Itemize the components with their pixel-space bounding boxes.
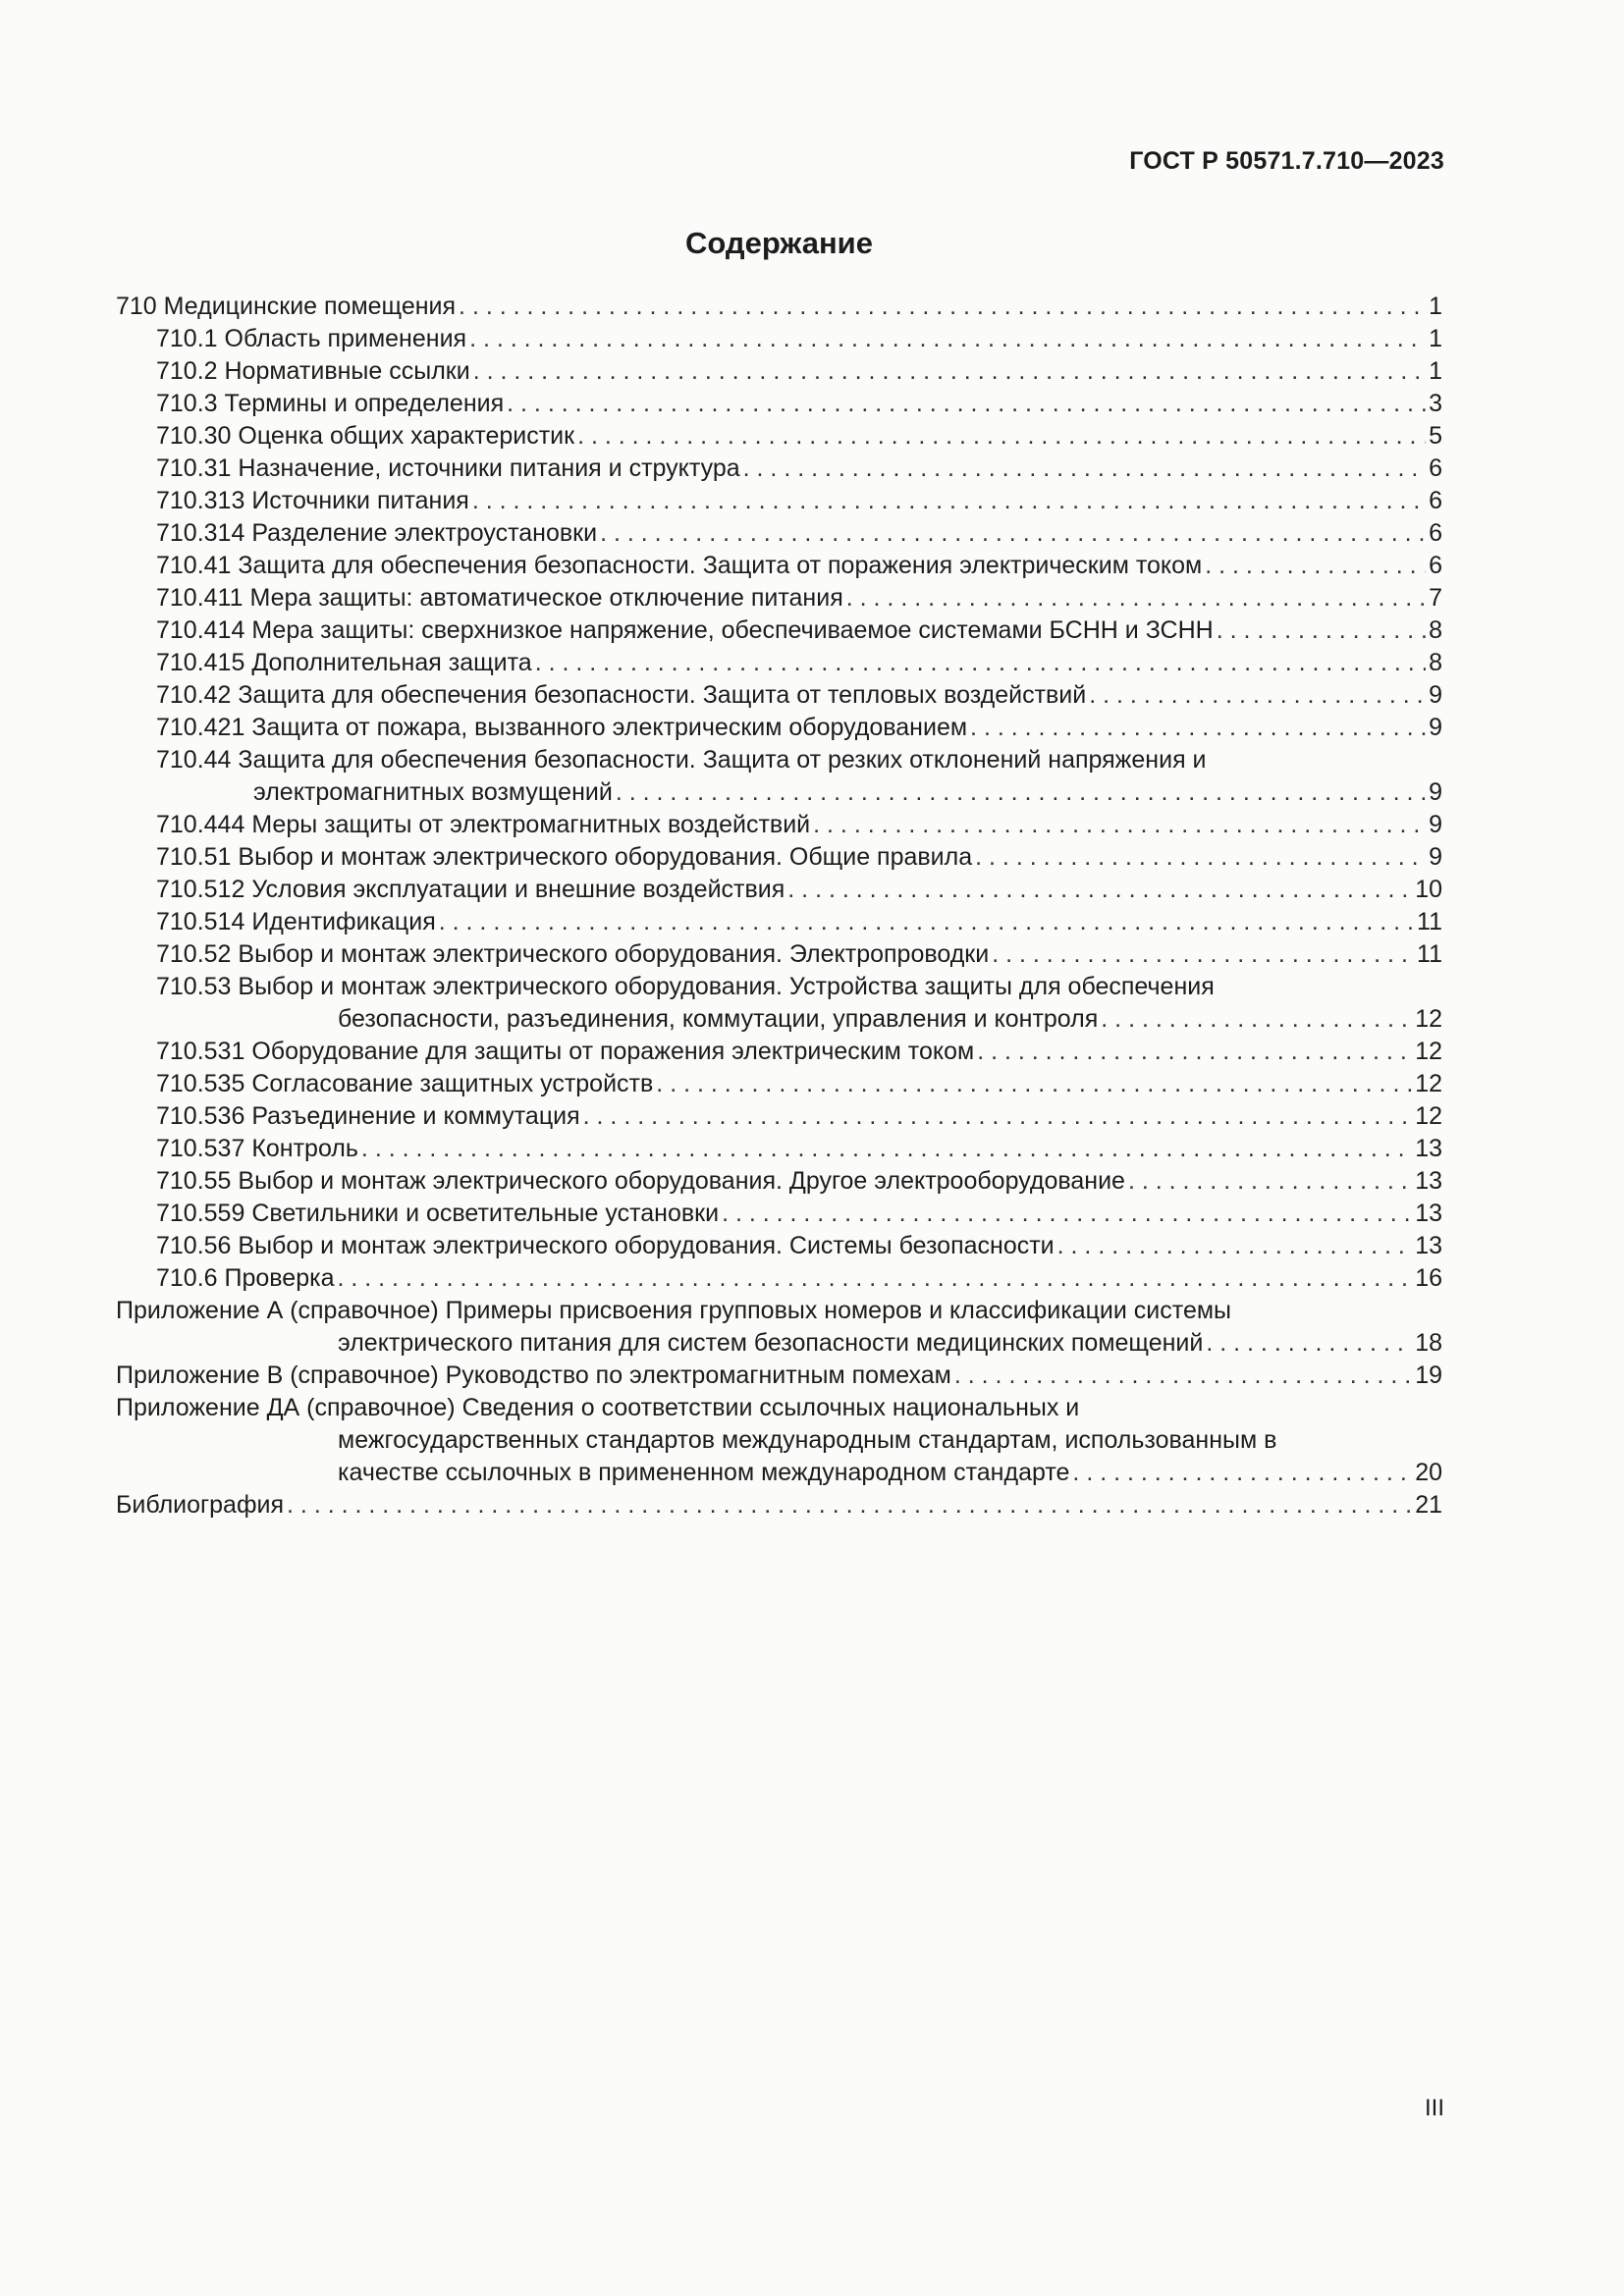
toc-entry[interactable] [116,1036,1442,1068]
toc-entry[interactable] [116,1230,1442,1262]
toc-entry[interactable] [116,679,1442,712]
toc-page-number: 7 [1429,584,1442,612]
toc-entry-title: электромагнитных возмущений [253,778,613,806]
dot-leader [1205,550,1426,582]
toc-entry-title: 710.41 Защита для обеспечения безопасности. Защита от поражения электрическим током [156,552,1203,579]
toc-entry[interactable] [116,1262,1442,1295]
dot-leader [722,1198,1412,1230]
toc-entry-title: 710.44 Защита для обеспечения безопасности. Защита от резких отклонений напряжения и [156,746,1207,774]
toc-entry-title: 710.1 Область применения [156,325,467,352]
toc-page-number: 12 [1415,1102,1442,1130]
toc-entry[interactable] [116,453,1442,485]
dot-leader [287,1489,1412,1522]
toc-page-number: 20 [1415,1459,1442,1486]
toc-page-number: 1 [1429,357,1442,385]
toc-entry-title: 710.411 Мера защиты: автоматическое отключение питания [156,584,843,612]
toc-page-number: 13 [1415,1232,1442,1259]
dot-leader [507,388,1426,420]
toc-page-number: 11 [1417,908,1442,935]
toc-entry[interactable] [116,776,1442,809]
toc-entry[interactable] [116,582,1442,614]
toc-page-number: 9 [1429,681,1442,709]
toc-entry-title: 710.535 Согласование защитных устройств [156,1070,654,1097]
toc-entry-title: 710.3 Термины и определения [156,390,505,417]
page-number: III [1424,2095,1444,2121]
toc-entry-title: 710.421 Защита от пожара, вызванного электрическим оборудованием [156,714,968,741]
toc-page-number: 5 [1429,422,1442,450]
toc-entry-title: межгосударственных стандартов международным стандартам, использованным в [338,1426,1277,1454]
toc-entry-title: 710.2 Нормативные ссылки [156,357,470,385]
toc-entry[interactable] [116,809,1442,841]
toc-page-number: 16 [1415,1264,1442,1292]
toc-page-number: 3 [1429,390,1442,417]
toc-entry[interactable] [116,1003,1442,1036]
dot-leader [743,453,1426,485]
toc-entry-title: электрического питания для систем безопасности медицинских помещений [338,1329,1204,1357]
toc-entry-title: 710.6 Проверка [156,1264,335,1292]
toc-entry-title: 710.313 Источники питания [156,487,469,514]
dot-leader [1101,1003,1412,1036]
toc-entry [116,744,1442,776]
toc-entry[interactable] [116,517,1442,550]
dot-leader [954,1360,1412,1392]
dot-leader [583,1100,1413,1133]
toc-entry-title: 710.52 Выбор и монтаж электрического оборудования. Электропроводки [156,940,990,968]
toc-page-number: 13 [1415,1200,1442,1227]
toc-entry[interactable] [116,712,1442,744]
toc-entry[interactable] [116,485,1442,517]
dot-leader [970,712,1426,744]
toc-page-number: 18 [1415,1329,1442,1357]
toc-entry-title: 710.55 Выбор и монтаж электрического оборудования. Другое электрооборудование [156,1167,1125,1195]
toc-entry-title: 710.537 Контроль [156,1135,358,1162]
toc-entry-title: 710.42 Защита для обеспечения безопасности. Защита от тепловых воздействий [156,681,1087,709]
toc-page-number: 9 [1429,714,1442,741]
toc-page-number: 6 [1429,487,1442,514]
toc-page-number: 10 [1415,876,1442,903]
table-of-contents [116,291,1442,1522]
dot-leader [1217,614,1426,647]
toc-page-number: 1 [1429,325,1442,352]
toc-entry-title: 710 Медицинские помещения [116,293,457,320]
dot-leader [600,517,1426,550]
toc-entry-title: 710.30 Оценка общих характеристик [156,422,575,450]
dot-leader [1072,1457,1412,1489]
toc-entry[interactable] [116,1198,1442,1230]
toc-page-number: 9 [1429,843,1442,871]
toc-entry-title: 710.415 Дополнительная защита [156,649,532,676]
dot-leader [656,1068,1412,1100]
toc-page-number: 8 [1429,649,1442,676]
dot-leader [787,874,1412,906]
toc-entry[interactable] [116,1360,1442,1392]
toc-entry [116,1392,1442,1424]
toc-entry-title: 710.56 Выбор и монтаж электрического оборудования. Системы безопасности [156,1232,1055,1259]
toc-entry[interactable] [116,355,1442,388]
toc-entry-title: 710.512 Условия эксплуатации и внешние воздействия [156,876,785,903]
toc-entry-title: 710.53 Выбор и монтаж электрического оборудования. Устройства защиты для обеспечения [156,973,1215,1000]
dot-leader [361,1133,1412,1165]
toc-entry[interactable] [116,323,1442,355]
toc-entry[interactable] [116,874,1442,906]
toc-entry[interactable] [116,1100,1442,1133]
dot-leader [577,420,1426,453]
toc-entry[interactable] [116,614,1442,647]
document-id: ГОСТ Р 50571.7.710—2023 [1129,147,1444,175]
toc-entry-title: 710.444 Меры защиты от электромагнитных воздействий [156,811,811,838]
dot-leader [1206,1327,1412,1360]
toc-entry-title: Библиография [116,1491,285,1519]
toc-page-number: 6 [1429,519,1442,547]
toc-entry-title: 710.31 Назначение, источники питания и структура [156,454,740,482]
toc-page-number: 13 [1415,1167,1442,1195]
toc-entry[interactable] [116,1133,1442,1165]
toc-entry-title: 710.314 Разделение электроустановки [156,519,598,547]
toc-page-number: 13 [1415,1135,1442,1162]
dot-leader [469,323,1426,355]
toc-entry [116,971,1442,1003]
toc-page-number: 12 [1415,1038,1442,1065]
dot-leader [1128,1165,1412,1198]
dot-leader [992,938,1414,971]
toc-entry[interactable] [116,388,1442,420]
toc-entry-title: 710.559 Светильники и осветительные установки [156,1200,720,1227]
toc-entry[interactable] [116,291,1442,323]
dot-leader [459,291,1426,323]
dot-leader [1089,679,1426,712]
toc-entry[interactable] [116,550,1442,582]
toc-entry-title: качестве ссылочных в примененном международном стандарте [338,1459,1070,1486]
toc-entry[interactable] [116,1489,1442,1522]
toc-entry[interactable] [116,420,1442,453]
toc-entry-title: Приложение В (справочное) Руководство по электромагнитным помехам [116,1362,951,1389]
toc-entry[interactable] [116,906,1442,938]
toc-entry[interactable] [116,938,1442,971]
dot-leader [846,582,1426,614]
toc-entry[interactable] [116,1165,1442,1198]
dot-leader [813,809,1426,841]
toc-entry-title: 710.531 Оборудование для защиты от поражения электрическим током [156,1038,975,1065]
dot-leader [616,776,1426,809]
toc-entry-title: Приложение А (справочное) Примеры присвоения групповых номеров и классификации системы [116,1297,1231,1324]
toc-entry-title: 710.414 Мера защиты: сверхнизкое напряжение, обеспечиваемое системами БСНН и ЗСНН [156,616,1214,644]
toc-entry[interactable] [116,1068,1442,1100]
toc-entry[interactable] [116,841,1442,874]
toc-page-number: 12 [1415,1005,1442,1033]
toc-entry-title: 710.514 Идентификация [156,908,436,935]
toc-page-number: 19 [1415,1362,1442,1389]
toc-page-number: 21 [1415,1491,1442,1519]
toc-entry-title: Приложение ДА (справочное) Сведения о соответствии ссылочных национальных и [116,1394,1080,1421]
toc-entry-title: 710.51 Выбор и монтаж электрического оборудования. Общие правила [156,843,973,871]
toc-entry-title: 710.536 Разъединение и коммутация [156,1102,580,1130]
dot-leader [439,906,1414,938]
dot-leader [337,1262,1412,1295]
toc-page-number: 9 [1429,811,1442,838]
dot-leader [975,841,1426,874]
dot-leader [472,485,1426,517]
dot-leader [977,1036,1412,1068]
page-title: Содержание [685,226,873,260]
dot-leader [473,355,1426,388]
toc-page-number: 1 [1429,293,1442,320]
toc-entry[interactable] [116,1327,1442,1360]
dot-leader [535,647,1426,679]
toc-page-number: 9 [1429,778,1442,806]
toc-entry [116,1295,1442,1327]
toc-entry-title: безопасности, разъединения, коммутации, управления и контроля [338,1005,1099,1033]
toc-entry[interactable] [116,647,1442,679]
toc-page-number: 11 [1417,940,1442,968]
toc-entry[interactable] [116,1457,1442,1489]
dot-leader [1057,1230,1413,1262]
toc-page-number: 6 [1429,552,1442,579]
toc-entry [116,1424,1442,1457]
toc-page-number: 6 [1429,454,1442,482]
toc-page-number: 12 [1415,1070,1442,1097]
toc-page-number: 8 [1429,616,1442,644]
